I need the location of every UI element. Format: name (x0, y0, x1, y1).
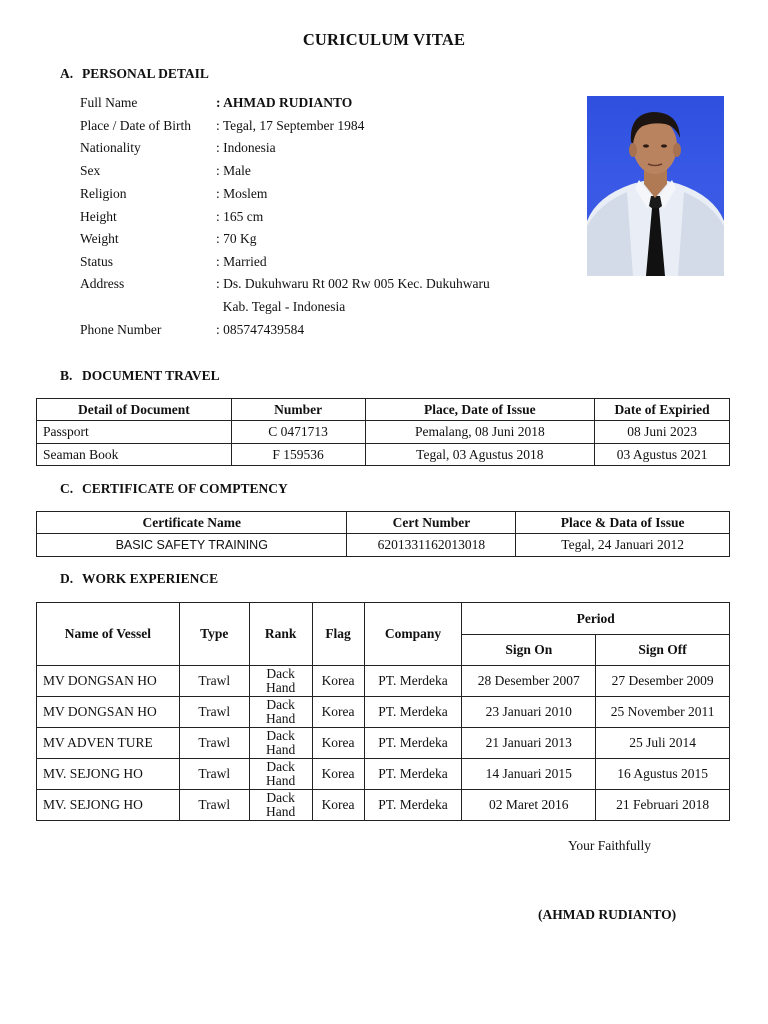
rank-line: Hand (266, 711, 296, 726)
table-cell: MV. SEJONG HO (37, 790, 180, 821)
table-header-row (37, 512, 730, 534)
table-cell: BASIC SAFETY TRAINING (37, 534, 347, 557)
detail-row-address-cont (80, 296, 560, 318)
table-cell: 21 Januari 2013 (462, 728, 596, 759)
section-title: PERSONAL DETAIL (82, 66, 209, 81)
table-cell: Korea (312, 759, 364, 790)
detail-row-sex (80, 160, 560, 182)
table-row (37, 790, 730, 821)
table-cell: 08 Juni 2023 (595, 421, 730, 444)
table-cell: F 159536 (231, 444, 365, 466)
table-cell: 23 Januari 2010 (462, 697, 596, 728)
section-title: DOCUMENT TRAVEL (82, 368, 220, 383)
rank-line: Dack (266, 728, 295, 743)
rank-line: Hand (266, 804, 296, 819)
table-header-row (37, 399, 730, 421)
column-header: Number (231, 399, 365, 421)
table-row (37, 728, 730, 759)
column-header: Period (462, 603, 730, 635)
document-title: CURICULUM VITAE (302, 30, 466, 49)
table-cell: Korea (312, 666, 364, 697)
closing-text: Your Faithfully (568, 838, 652, 853)
detail-value: : Married (216, 254, 267, 269)
detail-value: : 70 Kg (216, 231, 257, 246)
detail-value: : Moslem (216, 186, 268, 201)
rank-line: Dack (266, 697, 295, 712)
table-cell: MV. SEJONG HO (37, 759, 180, 790)
table-cell: 14 Januari 2015 (462, 759, 596, 790)
table-cell: Trawl (179, 759, 249, 790)
table-cell: Trawl (179, 697, 249, 728)
table-cell: MV ADVEN TURE (37, 728, 180, 759)
column-header: Rank (249, 603, 312, 666)
detail-label: Phone Number (80, 322, 162, 337)
detail-row-phone (80, 319, 560, 341)
detail-label: Full Name (80, 95, 138, 110)
detail-label: Nationality (80, 140, 141, 155)
table-header-row (37, 603, 730, 635)
rank-line: Dack (266, 759, 295, 774)
table-cell: Pemalang, 08 Juni 2018 (365, 421, 595, 444)
section-title: CERTIFICATE OF COMPTENCY (82, 481, 288, 496)
table-cell: Trawl (179, 666, 249, 697)
section-letter: D. (60, 571, 74, 586)
column-header: Sign On (462, 635, 596, 666)
section-document-travel (60, 368, 220, 384)
table-row (37, 697, 730, 728)
signature-name: (AHMAD RUDIANTO) (538, 907, 677, 922)
table-cell (249, 790, 312, 821)
table-cell: PT. Merdeka (364, 759, 462, 790)
detail-value: : Male (216, 163, 251, 178)
table-cell: PT. Merdeka (364, 790, 462, 821)
table-cell: 25 November 2011 (596, 697, 730, 728)
detail-row-full-name (80, 92, 560, 114)
detail-label: Height (80, 209, 117, 224)
detail-value: Kab. Tegal - Indonesia (216, 299, 346, 314)
section-letter: C. (60, 481, 74, 496)
rank-line: Hand (266, 680, 296, 695)
table-cell: Korea (312, 790, 364, 821)
column-header: Place, Date of Issue (365, 399, 595, 421)
table-row (37, 666, 730, 697)
rank-line: Dack (266, 790, 295, 805)
column-header: Certificate Name (37, 512, 347, 534)
section-certificate (60, 481, 288, 497)
detail-row-weight (80, 228, 560, 250)
detail-value: : Indonesia (216, 140, 276, 155)
detail-value: : Ds. Dukuhwaru Rt 002 Rw 005 Kec. Dukuhwaru (216, 276, 490, 291)
work-experience-table (36, 602, 730, 821)
section-work-experience (60, 571, 218, 587)
table-cell: Trawl (179, 728, 249, 759)
rank-line: Hand (266, 742, 296, 757)
detail-row-status (80, 251, 560, 273)
detail-value: : 165 cm (216, 209, 264, 224)
table-row (37, 444, 730, 466)
section-title: WORK EXPERIENCE (82, 571, 219, 586)
column-header: Date of Expiried (595, 399, 730, 421)
section-personal-detail (60, 66, 209, 82)
detail-label: Religion (80, 186, 127, 201)
detail-label: Place / Date of Birth (80, 118, 191, 133)
detail-row-birth (80, 115, 560, 137)
column-header: Flag (312, 603, 364, 666)
detail-row-nationality (80, 137, 560, 159)
detail-row-religion (80, 183, 560, 205)
table-cell: 28 Desember 2007 (462, 666, 596, 697)
table-cell: Passport (37, 421, 232, 444)
table-cell: Korea (312, 697, 364, 728)
table-cell: Seaman Book (37, 444, 232, 466)
document-travel-table (36, 398, 730, 466)
table-cell: 02 Maret 2016 (462, 790, 596, 821)
detail-value: : AHMAD RUDIANTO (216, 95, 353, 110)
table-cell (249, 697, 312, 728)
column-header: Type (179, 603, 249, 666)
section-letter: A. (60, 66, 74, 81)
detail-value: : 085747439584 (216, 322, 305, 337)
table-cell: MV DONGSAN HO (37, 666, 180, 697)
table-cell: Tegal, 03 Agustus 2018 (365, 444, 595, 466)
table-row (37, 421, 730, 444)
table-row (37, 534, 730, 557)
table-cell (249, 759, 312, 790)
column-header: Name of Vessel (37, 603, 180, 666)
table-cell: PT. Merdeka (364, 728, 462, 759)
table-cell: 6201331162013018 (347, 534, 516, 557)
detail-value: : Tegal, 17 September 1984 (216, 118, 365, 133)
table-cell: Tegal, 24 Januari 2012 (516, 534, 730, 557)
table-cell (249, 728, 312, 759)
section-letter: B. (60, 368, 73, 383)
table-cell: 21 Februari 2018 (596, 790, 730, 821)
column-header: Company (364, 603, 462, 666)
column-header: Place & Data of Issue (516, 512, 730, 534)
table-cell: PT. Merdeka (364, 697, 462, 728)
table-cell: PT. Merdeka (364, 666, 462, 697)
rank-line: Hand (266, 773, 296, 788)
certificate-table (36, 511, 730, 557)
table-cell: 03 Agustus 2021 (595, 444, 730, 466)
detail-row-address (80, 273, 560, 295)
table-cell: Trawl (179, 790, 249, 821)
detail-label: Sex (80, 163, 101, 178)
column-header: Detail of Document (37, 399, 232, 421)
table-cell: 27 Desember 2009 (596, 666, 730, 697)
table-cell: C 0471713 (231, 421, 365, 444)
detail-label: Address (80, 276, 125, 291)
table-row (37, 759, 730, 790)
table-cell: 16 Agustus 2015 (596, 759, 730, 790)
person-portrait-icon (587, 96, 724, 276)
detail-label: Weight (80, 231, 119, 246)
table-cell: MV DONGSAN HO (37, 697, 180, 728)
table-cell: Korea (312, 728, 364, 759)
detail-label: Status (80, 254, 114, 269)
table-cell: 25 Juli 2014 (596, 728, 730, 759)
table-cell (249, 666, 312, 697)
column-header: Cert Number (347, 512, 516, 534)
profile-photo (587, 96, 724, 276)
rank-line: Dack (266, 666, 295, 681)
detail-row-height (80, 206, 560, 228)
column-header: Sign Off (596, 635, 730, 666)
